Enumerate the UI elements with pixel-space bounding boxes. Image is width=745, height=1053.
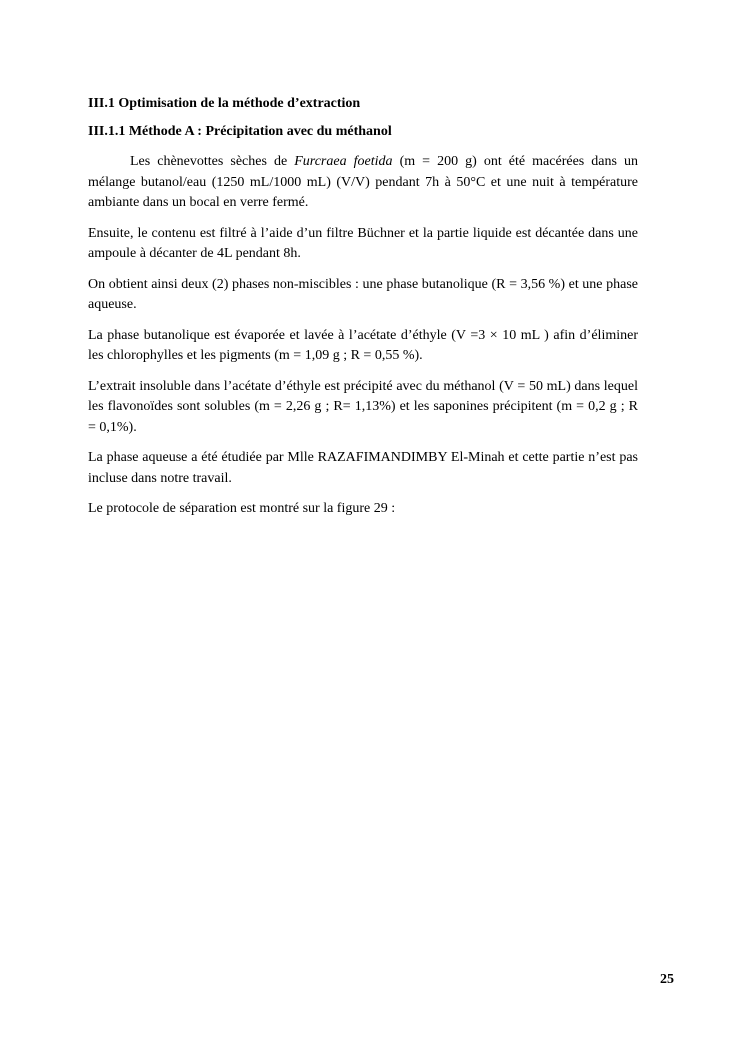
paragraph-precipitation: L’extrait insoluble dans l’acétate d’éthyle est précipité avec du méthanol (V = 50 mL) dans lequel les flavonoïdes sont solubles (m = 2,26 g ; R= 1,13%) et les saponines précipitent (m = 0,2 g ; R = 0,1%). bbox=[88, 378, 638, 435]
paragraph-aqueous-phase: La phase aqueuse a été étudiée par Mlle RAZAFIMANDIMBY El-Minah et cette partie n’est pas incluse dans notre travail. bbox=[88, 450, 638, 486]
page-content bbox=[88, 94, 638, 530]
paragraph-figure-reference: Le protocole de séparation est montré sur la figure 29 : bbox=[88, 501, 396, 516]
paragraph-washing: La phase butanolique est évaporée et lavée à l’acétate d’éthyle (V =3 × 10 mL ) afin d’éliminer les chlorophylles et les pigments (m = 1,09 g ; R = 0,55 %). bbox=[88, 327, 638, 363]
page-number: 25 bbox=[660, 972, 674, 987]
paragraph-phases: On obtient ainsi deux (2) phases non-miscibles : une phase butanolique (R = 3,56 %) et une phase aqueuse. bbox=[88, 276, 638, 312]
paragraph-filtration: Ensuite, le contenu est filtré à l’aide d’un filtre Büchner et la partie liquide est décantée dans une ampoule à décanter de 4L pendant 8h. bbox=[88, 225, 638, 261]
species-name: Furcraea foetida bbox=[294, 154, 393, 169]
paragraph-maceration bbox=[88, 152, 638, 214]
paragraph-maceration-text-end: (m = 200 g) ont été macérées dans un mélange butanol/eau (1250 mL/1000 mL) (V/V) pendant 7h à 50°C et une nuit à température ambiante dans un bocal en verre fermé. bbox=[88, 154, 638, 210]
subsection-heading: III.1.1 Méthode A : Précipitation avec du méthanol bbox=[88, 124, 392, 139]
paragraph-maceration-text-start: Les chènevottes sèches de bbox=[130, 154, 295, 169]
section-heading: III.1 Optimisation de la méthode d’extraction bbox=[88, 96, 361, 111]
